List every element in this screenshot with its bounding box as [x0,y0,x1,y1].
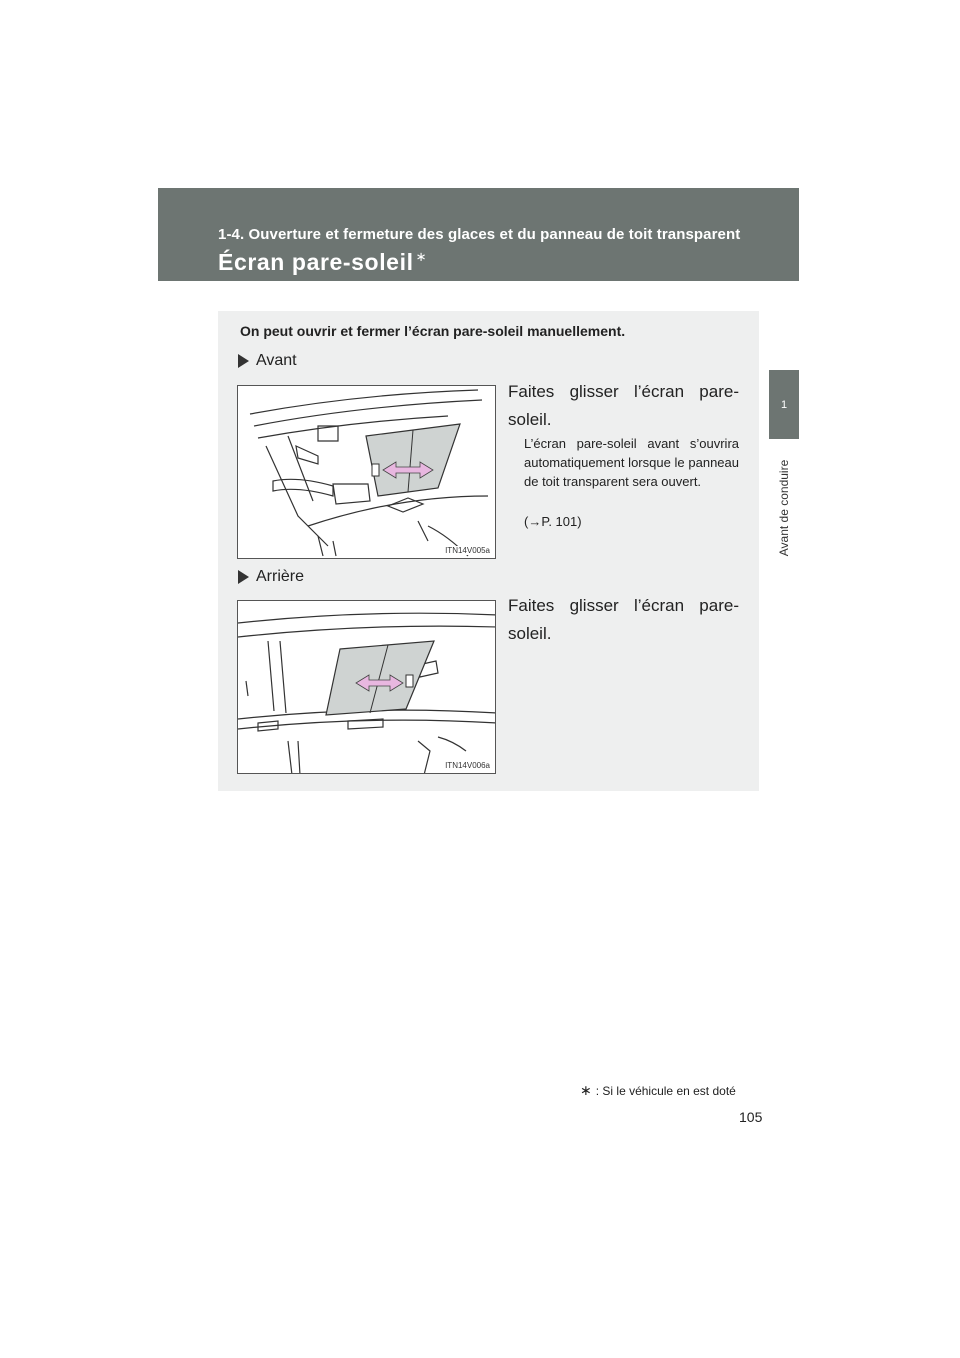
content-panel [218,311,759,791]
front-note: L’écran pare-soleil avant s’ouvrira automatiquement lorsque le panneau de toit transparent sera ouvert. [524,436,739,489]
footnote [580,1082,736,1099]
chapter-header [158,188,799,281]
page-title-text: Écran pare-soleil [218,249,414,275]
front-heading-label: Avant [256,352,297,369]
optional-equipment-mark: ∗ [415,249,428,264]
figure-code: ITN14V005a [445,546,490,555]
rear-instruction: Faites glisser l’écran pare-soleil. [508,596,739,643]
figure-code: ITN14V006a [445,761,490,770]
page-title [218,249,427,276]
front-instruction: Faites glisser l’écran pare-soleil. [508,382,739,429]
page-number: 105 [739,1109,763,1125]
page-reference: (→P. 101) [524,514,582,529]
asterisk-icon: ∗ [580,1082,592,1098]
rear-heading [238,568,304,586]
triangle-bullet-icon [238,354,249,368]
chapter-side-label: Avant de conduire [777,459,791,557]
chapter-tab [769,370,799,439]
front-sunshade-illustration [237,385,496,559]
intro-text: On peut ouvrir et fermer l’écran pare-soleil manuellement. [240,323,626,339]
front-roof-drawing [238,386,496,559]
section-title: 1-4. Ouverture et fermeture des glaces et du panneau de toit transparent [218,226,741,243]
footnote-text: : Si le véhicule en est doté [595,1083,736,1098]
rear-sunshade-illustration [237,600,496,774]
front-heading [238,352,297,370]
triangle-bullet-icon [238,570,249,584]
rear-heading-label: Arrière [256,568,305,585]
chapter-number: 1 [780,398,788,411]
rear-roof-drawing [238,601,496,774]
